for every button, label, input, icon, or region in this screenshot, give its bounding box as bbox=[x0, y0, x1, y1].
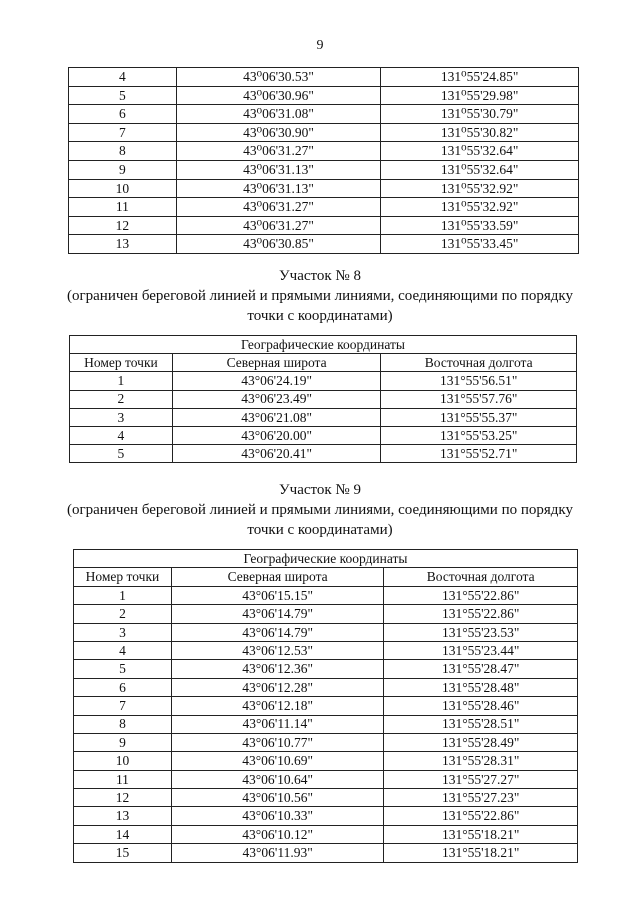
table-row bbox=[70, 372, 577, 390]
point-number-cell: 4 bbox=[70, 426, 173, 444]
latitude-cell: 43°06'14.79" bbox=[171, 605, 383, 623]
point-number-cell: 5 bbox=[74, 660, 172, 678]
table-row bbox=[74, 752, 578, 770]
latitude-cell: 43⁰06'30.96" bbox=[176, 86, 381, 105]
table-header-row bbox=[74, 568, 578, 586]
latitude-cell: 43°06'10.77" bbox=[171, 733, 383, 751]
point-number-cell: 8 bbox=[74, 715, 172, 733]
section-subtitle: точки с координатами) bbox=[247, 522, 393, 538]
point-number-cell: 7 bbox=[69, 123, 177, 142]
column-header-point: Номер точки bbox=[70, 354, 173, 372]
table-row bbox=[69, 198, 579, 217]
table-row bbox=[74, 770, 578, 788]
table-group-header-row bbox=[74, 550, 578, 568]
table-row bbox=[74, 715, 578, 733]
latitude-cell: 43⁰06'31.13" bbox=[176, 179, 381, 198]
longitude-cell: 131°55'28.49" bbox=[384, 733, 578, 751]
longitude-cell: 131⁰55'32.92" bbox=[381, 198, 579, 217]
point-number-cell: 10 bbox=[74, 752, 172, 770]
point-number-cell: 4 bbox=[74, 641, 172, 659]
page-number: 9 bbox=[316, 38, 324, 53]
table-row bbox=[69, 86, 579, 105]
latitude-cell: 43⁰06'31.27" bbox=[176, 198, 381, 217]
latitude-cell: 43°06'21.08" bbox=[172, 408, 381, 426]
point-number-cell: 9 bbox=[69, 160, 177, 179]
latitude-cell: 43°06'10.33" bbox=[171, 807, 383, 825]
table-row bbox=[74, 733, 578, 751]
longitude-cell: 131⁰55'24.85" bbox=[381, 68, 579, 87]
point-number-cell: 12 bbox=[69, 216, 177, 235]
latitude-cell: 43°06'10.64" bbox=[171, 770, 383, 788]
point-number-cell: 1 bbox=[70, 372, 173, 390]
longitude-cell: 131°55'28.46" bbox=[384, 697, 578, 715]
latitude-cell: 43⁰06'30.85" bbox=[176, 235, 381, 254]
point-number-cell: 3 bbox=[70, 408, 173, 426]
table-row bbox=[74, 789, 578, 807]
latitude-cell: 43°06'10.69" bbox=[171, 752, 383, 770]
longitude-cell: 131°55'27.27" bbox=[384, 770, 578, 788]
section-9-heading bbox=[40, 480, 600, 540]
column-header-latitude: Северная широта bbox=[172, 354, 381, 372]
longitude-cell: 131°55'22.86" bbox=[384, 586, 578, 604]
section-subtitle: (ограничен береговой линией и прямыми линиями, соединяющими по порядку bbox=[66, 288, 573, 304]
point-number-cell: 11 bbox=[74, 770, 172, 788]
point-number-cell: 1 bbox=[74, 586, 172, 604]
longitude-cell: 131⁰55'32.64" bbox=[381, 142, 579, 161]
longitude-cell: 131°55'28.48" bbox=[384, 678, 578, 696]
latitude-cell: 43⁰06'31.13" bbox=[176, 160, 381, 179]
latitude-cell: 43°06'11.14" bbox=[171, 715, 383, 733]
table-row bbox=[74, 660, 578, 678]
table-row bbox=[74, 605, 578, 623]
longitude-cell: 131°55'22.86" bbox=[384, 807, 578, 825]
latitude-cell: 43°06'14.79" bbox=[171, 623, 383, 641]
table-group-header-row bbox=[70, 336, 577, 354]
table-row bbox=[74, 844, 578, 862]
longitude-cell: 131°55'56.51" bbox=[381, 372, 577, 390]
table-row bbox=[74, 623, 578, 641]
longitude-cell: 131°55'52.71" bbox=[381, 445, 577, 463]
latitude-cell: 43°06'12.28" bbox=[171, 678, 383, 696]
column-header-point: Номер точки bbox=[74, 568, 172, 586]
longitude-cell: 131°55'55.37" bbox=[381, 408, 577, 426]
table-row bbox=[70, 408, 577, 426]
point-number-cell: 8 bbox=[69, 142, 177, 161]
table-row bbox=[74, 807, 578, 825]
table-row bbox=[70, 390, 577, 408]
point-number-cell: 6 bbox=[69, 105, 177, 124]
column-header-latitude: Северная широта bbox=[171, 568, 383, 586]
latitude-cell: 43⁰06'31.27" bbox=[176, 142, 381, 161]
point-number-cell: 15 bbox=[74, 844, 172, 862]
latitude-cell: 43°06'15.15" bbox=[171, 586, 383, 604]
table-row bbox=[69, 216, 579, 235]
point-number-cell: 4 bbox=[69, 68, 177, 87]
longitude-cell: 131°55'18.21" bbox=[384, 825, 578, 843]
point-number-cell: 14 bbox=[74, 825, 172, 843]
longitude-cell: 131°55'18.21" bbox=[384, 844, 578, 862]
latitude-cell: 43°06'12.53" bbox=[171, 641, 383, 659]
point-number-cell: 5 bbox=[70, 445, 173, 463]
latitude-cell: 43⁰06'31.27" bbox=[176, 216, 381, 235]
point-number-cell: 7 bbox=[74, 697, 172, 715]
point-number-cell: 10 bbox=[69, 179, 177, 198]
latitude-cell: 43⁰06'30.90" bbox=[176, 123, 381, 142]
coordinates-table-continued bbox=[68, 67, 579, 254]
table-row bbox=[74, 641, 578, 659]
latitude-cell: 43°06'20.00" bbox=[172, 426, 381, 444]
longitude-cell: 131°55'27.23" bbox=[384, 789, 578, 807]
latitude-cell: 43°06'10.56" bbox=[171, 789, 383, 807]
point-number-cell: 6 bbox=[74, 678, 172, 696]
table-header-row bbox=[70, 354, 577, 372]
latitude-cell: 43°06'12.36" bbox=[171, 660, 383, 678]
table-row bbox=[74, 586, 578, 604]
table-body bbox=[74, 586, 578, 862]
table-row bbox=[69, 235, 579, 254]
point-number-cell: 5 bbox=[69, 86, 177, 105]
latitude-cell: 43⁰06'31.08" bbox=[176, 105, 381, 124]
group-header: Географические координаты bbox=[74, 550, 578, 568]
table-row bbox=[69, 68, 579, 87]
table-row bbox=[74, 697, 578, 715]
section-title: Участок № 8 bbox=[279, 268, 361, 284]
latitude-cell: 43°06'24.19" bbox=[172, 372, 381, 390]
longitude-cell: 131°55'22.86" bbox=[384, 605, 578, 623]
table-body bbox=[69, 68, 579, 254]
longitude-cell: 131°55'28.31" bbox=[384, 752, 578, 770]
point-number-cell: 12 bbox=[74, 789, 172, 807]
latitude-cell: 43°06'23.49" bbox=[172, 390, 381, 408]
point-number-cell: 2 bbox=[70, 390, 173, 408]
group-header: Географические координаты bbox=[70, 336, 577, 354]
longitude-cell: 131°55'53.25" bbox=[381, 426, 577, 444]
table-row bbox=[69, 179, 579, 198]
table-row bbox=[69, 105, 579, 124]
latitude-cell: 43°06'20.41" bbox=[172, 445, 381, 463]
longitude-cell: 131°55'23.53" bbox=[384, 623, 578, 641]
point-number-cell: 13 bbox=[69, 235, 177, 254]
longitude-cell: 131⁰55'30.82" bbox=[381, 123, 579, 142]
longitude-cell: 131⁰55'32.64" bbox=[381, 160, 579, 179]
section-subtitle: (ограничен береговой линией и прямыми линиями, соединяющими по порядку bbox=[66, 502, 573, 518]
table-row bbox=[74, 678, 578, 696]
table-row bbox=[69, 142, 579, 161]
latitude-cell: 43°06'12.18" bbox=[171, 697, 383, 715]
longitude-cell: 131⁰55'29.98" bbox=[381, 86, 579, 105]
point-number-cell: 3 bbox=[74, 623, 172, 641]
table-row bbox=[74, 825, 578, 843]
point-number-cell: 2 bbox=[74, 605, 172, 623]
section-8-heading bbox=[40, 266, 600, 326]
longitude-cell: 131°55'28.51" bbox=[384, 715, 578, 733]
table-row bbox=[69, 160, 579, 179]
longitude-cell: 131⁰55'33.45" bbox=[381, 235, 579, 254]
table-row bbox=[70, 426, 577, 444]
longitude-cell: 131°55'23.44" bbox=[384, 641, 578, 659]
point-number-cell: 13 bbox=[74, 807, 172, 825]
longitude-cell: 131⁰55'32.92" bbox=[381, 179, 579, 198]
table-row bbox=[69, 123, 579, 142]
longitude-cell: 131°55'28.47" bbox=[384, 660, 578, 678]
longitude-cell: 131⁰55'33.59" bbox=[381, 216, 579, 235]
point-number-cell: 9 bbox=[74, 733, 172, 751]
latitude-cell: 43°06'10.12" bbox=[171, 825, 383, 843]
table-row bbox=[70, 445, 577, 463]
section-title: Участок № 9 bbox=[279, 482, 361, 498]
section-8-coordinates-table bbox=[69, 335, 577, 463]
point-number-cell: 11 bbox=[69, 198, 177, 217]
section-subtitle: точки с координатами) bbox=[247, 308, 393, 324]
section-9-coordinates-table bbox=[73, 549, 578, 863]
latitude-cell: 43°06'11.93" bbox=[171, 844, 383, 862]
longitude-cell: 131⁰55'30.79" bbox=[381, 105, 579, 124]
table-body bbox=[70, 372, 577, 463]
column-header-longitude: Восточная долгота bbox=[381, 354, 577, 372]
longitude-cell: 131°55'57.76" bbox=[381, 390, 577, 408]
latitude-cell: 43⁰06'30.53" bbox=[176, 68, 381, 87]
column-header-longitude: Восточная долгота bbox=[384, 568, 578, 586]
